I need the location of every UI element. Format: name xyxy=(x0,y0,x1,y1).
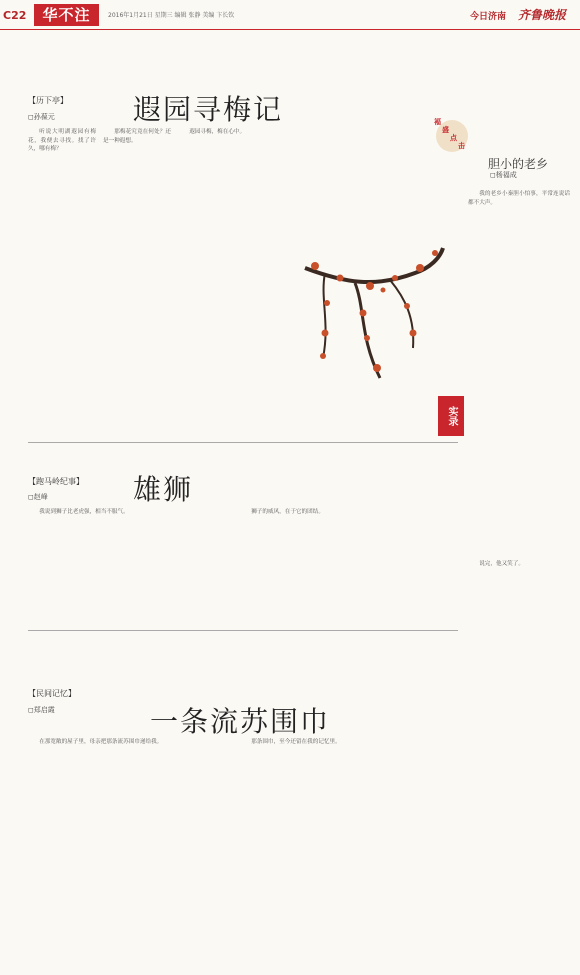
newspaper-logo: 齐鲁晚报 xyxy=(518,8,567,22)
plum-blossom-illustration xyxy=(295,228,445,388)
section-badge: 华不注 xyxy=(34,4,99,26)
sidebar-paragraph: 我的老乡小秦胆小怕事，平常连说话都不大声。 xyxy=(468,191,570,206)
sidebar-badge-icon xyxy=(430,110,475,160)
article1-paragraph: 听说大明湖遐园有梅花，我便去寻找。找了许久，哪有梅？ xyxy=(28,129,96,152)
sidebar-author: ◻杨福成 xyxy=(490,171,517,179)
section-divider xyxy=(28,630,458,631)
badge-char: 点 xyxy=(450,134,457,142)
article3-col2 xyxy=(240,738,450,963)
page-header xyxy=(0,0,580,30)
article2-title: 雄狮 xyxy=(133,473,194,506)
sidebar-col2 xyxy=(468,560,570,950)
article2-author: ◻赵峰 xyxy=(28,493,48,501)
article3-col1 xyxy=(28,738,233,963)
article3-column: 【民间记忆】 xyxy=(28,689,76,698)
paper-name: 今日济南 xyxy=(470,12,507,22)
article1-column: 【历下亭】 xyxy=(28,96,68,105)
article2-col2 xyxy=(240,508,450,618)
article2-col1 xyxy=(28,508,233,618)
article3-author: ◻郑启霞 xyxy=(28,706,55,714)
article1-author: ◻孙葆元 xyxy=(28,113,55,121)
article1-paragraph: 遐园寻梅，梅在心中。 xyxy=(189,129,246,135)
article1-col1 xyxy=(28,128,96,438)
article3-paragraph: 那条围巾，至今还留在我的记忆里。 xyxy=(251,739,341,745)
section-divider xyxy=(28,442,458,443)
article1-paragraph: 那梅花究竟在何处？还是一种遐想。 xyxy=(103,129,171,144)
shilu-stamp: 实录 xyxy=(438,396,464,436)
page-number: C22 xyxy=(3,9,27,22)
article2-column: 【跑马岭纪事】 xyxy=(28,477,84,486)
article3-title: 一条流苏围巾 xyxy=(150,705,331,738)
badge-char: 击 xyxy=(458,142,465,150)
badge-char: 褔 xyxy=(434,118,441,126)
article2-paragraph: 我说到狮子比老虎强，相当不服气。 xyxy=(39,509,129,515)
article1-title: 遐园寻梅记 xyxy=(133,93,284,126)
article2-paragraph: 狮子的威风，在于它的团结。 xyxy=(251,509,324,515)
sidebar-title: 胆小的老乡 xyxy=(488,157,549,171)
sidebar-col1 xyxy=(468,190,570,550)
header-info: 2016年1月21日 星期三 编辑 张静 美编 卞长钦 xyxy=(108,12,235,19)
sidebar-paragraph: 说完，他又笑了。 xyxy=(479,561,524,567)
article1-col2 xyxy=(103,128,171,438)
article1-col3 xyxy=(178,128,246,438)
badge-char: 盛 xyxy=(442,126,449,134)
article3-paragraph: 在那宽敞的屋子里，母亲把那条流苏围巾递给我。 xyxy=(39,739,163,745)
header-rule xyxy=(0,29,580,30)
